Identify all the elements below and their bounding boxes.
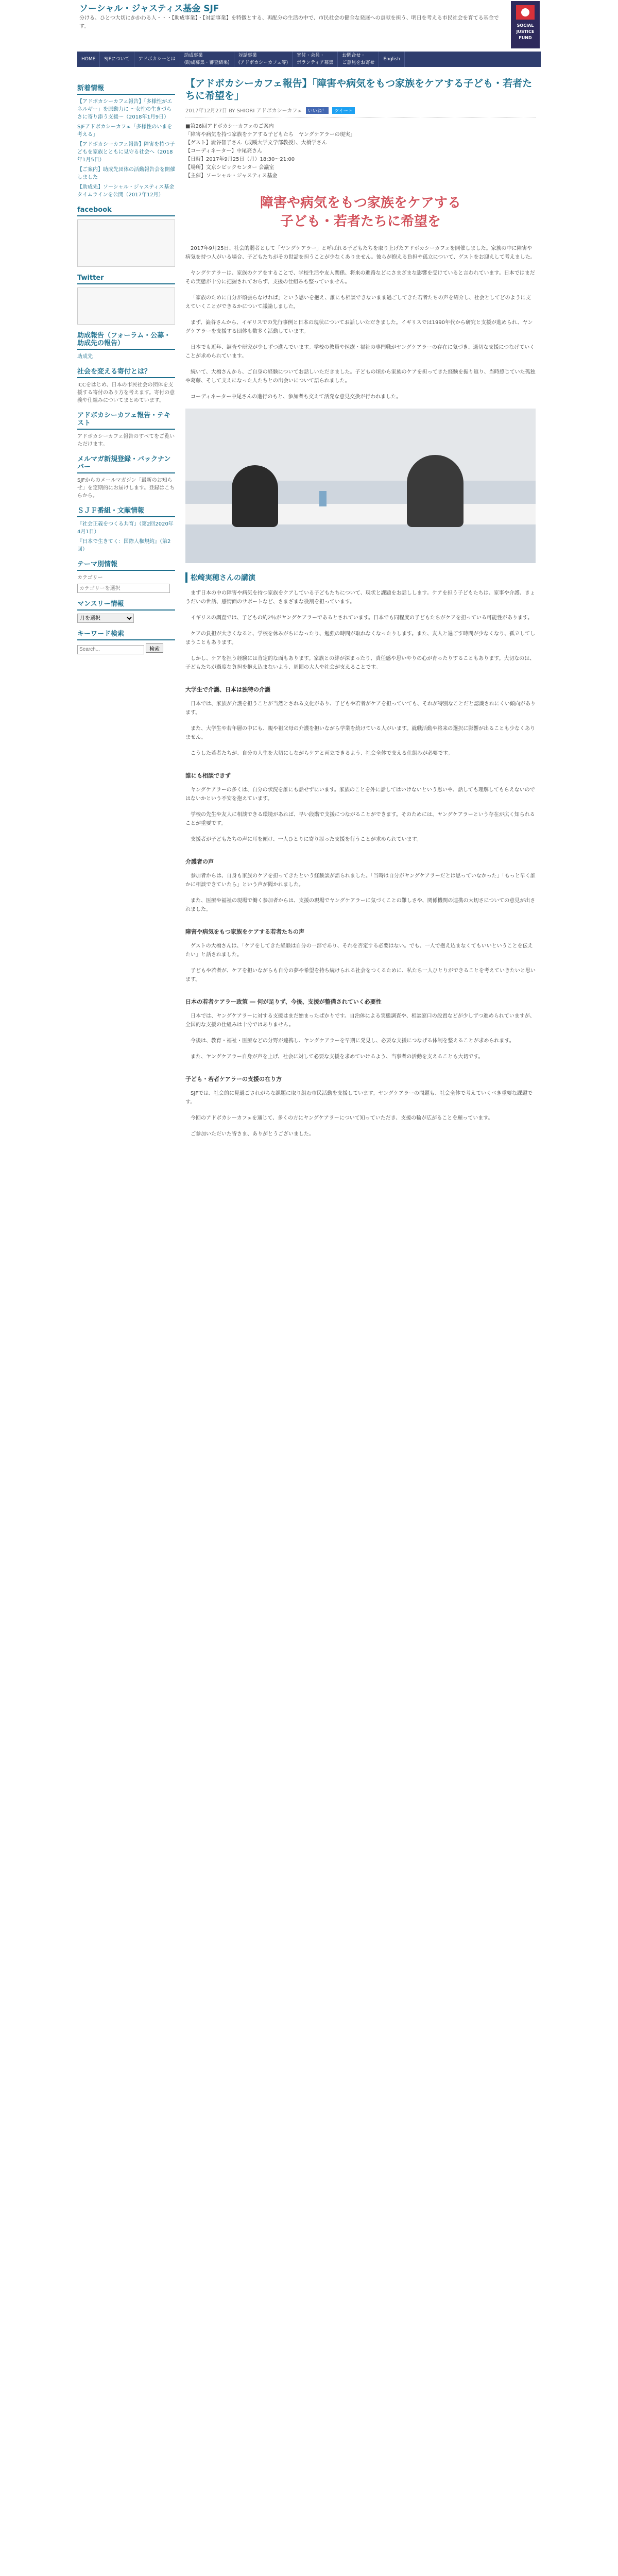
badge-line-3: FUND (519, 36, 532, 40)
forum-link[interactable]: 助成先 (77, 354, 93, 360)
monthly-heading: マンスリー情報 (77, 600, 175, 611)
event-info-line: 【主催】ソーシャル・ジャスティス基金 (185, 173, 278, 179)
section-3 (185, 872, 536, 914)
paragraph: 今後は、教育・福祉・医療などの分野が連携し、ヤングケアラーを早期に発見し、必要な支援につなげる体制を整えることが求められます。 (191, 1038, 514, 1044)
advocacy-text: アドボカシーカフェ報告のすべてをご覧いただけます。 (77, 434, 175, 447)
post-meta (185, 106, 536, 117)
forum-heading: 助成報告（フォーラム・公募・助成先の報告） (77, 332, 175, 350)
event-info (185, 123, 536, 180)
nav-item-2[interactable]: アドボカシーとは (134, 52, 180, 67)
post-date: 2017年12月27日 (185, 108, 227, 114)
site-tagline: 分ける、ひとつ大切にかかわる人・・・【助成事業】・【対話事業】を特徴とする、再配分の生活の中で、市民社会の健全な発展への貢献を担う、明日を考える市民社会を育てる基金です。 (79, 15, 499, 29)
paragraph: コーディネーター中尾さんの進行のもと、参加者も交えて活発な意見交換が行われました。 (191, 394, 402, 400)
paragraph: こうした若者たちが、自分の人生を大切にしながらケアと両立できるよう、社会全体で支える仕組みが必要です。 (191, 751, 453, 756)
section-6 (185, 1089, 536, 1139)
paragraph: 日本でも近年、調査や研究が少しずつ進んでいます。学校の教員や医療・福祉の専門職がヤングケアラーの存在に気づき、適切な支援につなげていくことが求められています。 (185, 345, 535, 359)
section-4 (185, 942, 536, 984)
event-info-line: 【日時】2017年9月25日（月）18:30〜21:00 (185, 157, 295, 162)
paragraph: 「家族のために自分が頑張らなければ」という思いを抱え、誰にも相談できないまま過ごしてきた若者たちの声を紹介し、社会としてどのように支えていくことができるかについて議論しました。 (185, 295, 531, 310)
event-info-line: 【ゲスト】澁谷智子さん（成蹊大学文学部教授）、大橋学さん (185, 140, 327, 146)
twitter-widget[interactable] (77, 287, 175, 325)
photo-person-1 (232, 465, 278, 527)
paragraph: まず、澁谷さんから、イギリスでの先行事例と日本の現状についてお話しいただきました。イギリスでは1990年代から研究と支援が進められ、ヤングケアラーを支援する団体も数多く活動しています。 (185, 320, 533, 334)
mail-text: SJFからのメールマガジン「最新のお知らせ」を定期的にお届けします。登録はこちらから。 (77, 478, 175, 499)
badge-text (512, 23, 539, 41)
news-item[interactable]: 【ご案内】助成先団体の活動報告会を開催しました (77, 167, 175, 180)
facebook-widget[interactable] (77, 219, 175, 267)
event-info-line: 【場所】文京シビックセンター 会議室 (185, 165, 274, 171)
advocacy-heading: アドボカシーカフェ報告・テキスト (77, 412, 175, 430)
badge-line-1: SOCIAL (517, 23, 534, 28)
news-item[interactable]: 【アドボカシーカフェ報告】障害を持つ子どもを家族とともに見守る社会へ（2018年1月5日） (77, 142, 175, 163)
main-content (185, 77, 536, 1146)
sjf-heading: ＳＪＦ番組・文献情報 (77, 507, 175, 517)
month-select[interactable] (77, 614, 134, 623)
section-2 (185, 786, 536, 844)
tweet-button[interactable]: ツイート (332, 107, 355, 114)
section-5-heading: 日本の若者ケアラー政策 ― 何が足りず、今後、支援が整備されていく必要性 (185, 998, 382, 1005)
nav-item-5[interactable]: 寄付・会員・ ボランティア募集 (293, 52, 338, 67)
nav-item-7[interactable]: English (379, 52, 405, 67)
main-nav (77, 52, 541, 67)
theme-heading: テーマ別情報 (77, 561, 175, 571)
paragraph: ケアの負担が大きくなると、学校を休みがちになったり、勉強の時間が取れなくなったりします。また、友人と過ごす時間が少なくなり、孤立してしまうこともあります。 (185, 631, 536, 646)
banner-line-1: 障害や病気をもつ家族をケアする (260, 195, 461, 211)
paragraph: 日本では、家族が介護を担うことが当然とされる文化があり、子どもや若者がケアを担っていても、それが特別なことだと認識されにくい傾向があります。 (185, 701, 536, 716)
post-category[interactable]: アドボカシーカフェ (256, 108, 302, 114)
paragraph: 学校の先生や友人に相談できる環境があれば、早い段階で支援につながることができます。そのためには、ヤングケアラーという存在が広く知られることが重要です。 (185, 812, 535, 826)
search-button[interactable]: 検索 (146, 643, 163, 653)
section-3-heading: 介護者の声 (185, 858, 214, 865)
article-banner (185, 194, 536, 231)
section-5 (185, 1012, 536, 1061)
section-6-heading: 子ども・若者ケアラーの支援の在り方 (185, 1076, 282, 1082)
site-header (77, 0, 541, 49)
event-info-line: ■第26回アドボカシーカフェのご案内 (185, 124, 274, 129)
photo-person-2 (407, 455, 464, 527)
category-select[interactable] (77, 584, 170, 593)
paragraph: ヤングケアラーは、家族のケアをすることで、学校生活や友人関係、将来の進路などにさまざまな影響を受けていると言われています。日本ではまだその実態が十分に把握されておらず、支援の仕組みも整っていません。 (185, 270, 535, 285)
paragraph: まず日本の中の障害や病気を持つ家族をケアしている子どもたちについて、現状と課題をお話しします。ケアを担う子どもたちは、家事や介護、きょうだいの世話、感情面のサポートなど、さまざまな役割を担っています。 (185, 590, 535, 605)
news-item[interactable]: SJFアドボカシーカフェ「多様性のいまを考える」 (77, 124, 173, 138)
intro-section (185, 244, 536, 401)
section-4-heading: 障害や病気をもつ家族をケアする若者たちの声 (185, 928, 304, 935)
post-title: 【アドボカシーカフェ報告】「障害や病気をもつ家族をケアする子ども・若者たちに希望を」 (185, 78, 533, 101)
flag-icon (516, 5, 535, 20)
banner-line-2: 子ども・若者たちに希望を (280, 214, 441, 229)
like-button[interactable]: いいね！ (306, 107, 329, 114)
society-text: ICCをはじめ、日本の市民社会の団体を支援する寄付のあり方を考えます。寄付の意義や仕組みについてまとめています。 (77, 382, 175, 403)
photo-bottle (319, 491, 327, 506)
nav-item-4[interactable]: 対話事業 (アドボカシーカフェ等) (234, 52, 293, 67)
paragraph: SJFでは、社会的に見過ごされがちな課題に取り組む市民活動を支援しています。ヤングケアラーの問題も、社会全体で考えていくべき重要な課題です。 (185, 1091, 533, 1105)
paragraph: 支援者が子どもたちの声に耳を傾け、一人ひとりに寄り添った支援を行うことが求められています。 (191, 837, 422, 842)
theme-label: カテゴリー (77, 575, 103, 581)
facebook-heading: facebook (77, 206, 175, 216)
paragraph: また、大学生や若年層の中にも、親や祖父母の介護を担いながら学業を続けている人がいます。就職活動や将来の選択に影響が出ることも少なくありません。 (185, 726, 536, 740)
event-photo (185, 409, 536, 563)
paragraph: 日本では、ヤングケアラーに対する支援はまだ始まったばかりです。自治体による実態調査や、相談窓口の設置などが少しずつ進められていますが、全国的な支援の仕組みは十分ではありません。 (185, 1013, 535, 1028)
news-list (77, 98, 175, 199)
paragraph: また、ヤングケアラー自身が声を上げ、社会に対して必要な支援を求めていけるよう、当事者の活動を支えることも大切です。 (191, 1054, 484, 1060)
paragraph: ヤングケアラーの多くは、自分の状況を誰にも話せずにいます。家族のことを外に話してはいけないという思いや、話しても理解してもらえないのではないかという不安を抱えています。 (185, 787, 535, 802)
nav-item-1[interactable]: SJFについて (100, 52, 134, 67)
nav-item-0[interactable]: HOME (77, 52, 100, 67)
sidebar (77, 77, 175, 654)
paragraph: 参加者からは、自身も家族のケアを担ってきたという経験談が語られました。「当時は自分がヤングケアラーだとは思っていなかった」「もっと早く誰かに相談できていたら」という声が聞かれました。 (185, 873, 536, 888)
search-input[interactable] (77, 645, 144, 654)
nav-item-6[interactable]: お問合せ・ ご意見をお寄せ (338, 52, 379, 67)
paragraph: 子どもや若者が、ケアを担いながらも自分の夢や希望を持ち続けられる社会をつくるために、私たち一人ひとりができることを考えていきたいと思います。 (185, 968, 536, 982)
section-1 (185, 700, 536, 758)
paragraph: イギリスの調査では、子どもの約2％がヤングケアラーであるとされています。日本でも同程度の子どもたちがケアを担っている可能性があります。 (191, 615, 533, 621)
photo-wall (185, 409, 536, 481)
sjf-item-1[interactable]: 『社会正義をつくる共育』（第2回2020年4月1日） (77, 521, 174, 535)
paragraph: ゲストの大橋さんは、「ケアをしてきた経験は自分の一部であり、それを否定する必要はない。でも、一人で抱え込まなくてもいいということを伝えたい」と話されました。 (185, 943, 533, 958)
sjf-item-2[interactable]: 『日本で生きてく：国際人権規約』（第2回） (77, 539, 171, 552)
speaker-section (185, 589, 536, 672)
news-item[interactable]: 【アドボカシーカフェ報告】「多様性がエネルギー」を原動力に 〜女性の生きづらさに寄り添う支援〜（2018年1月9日） (77, 99, 173, 120)
keyword-heading: キーワード検索 (77, 630, 175, 640)
event-info-line: 【コーディネーター】中尾亮さん (185, 148, 263, 154)
badge-line-2: JUSTICE (516, 29, 535, 34)
nav-item-3[interactable]: 助成事業 (助成募集・審査結果) (180, 52, 234, 67)
paragraph: 続いて、大橋さんから、ご自身の経験についてお話しいただきました。子どもの頃から家族のケアを担ってきた経験を振り返り、当時感じていた孤独や葛藤、そして支えになった人たちとの出会いについて語られました。 (185, 369, 536, 384)
paragraph: ご参加いただいた皆さま、ありがとうございました。 (191, 1131, 314, 1137)
twitter-heading: Twitter (77, 274, 175, 284)
event-info-line: 「障害や病気を持つ家族をケアする子どもたち ヤングケアラーの現実」 (185, 132, 355, 138)
speaker-heading: 松崎実穂さんの講演 (185, 572, 536, 583)
mail-heading: メルマガ新規登録・バックナンバー (77, 455, 175, 473)
paragraph: 今回のアドボカシーカフェを通じて、多くの方にヤングケアラーについて知っていただき、支援の輪が広がることを願っています。 (191, 1115, 493, 1121)
section-2-heading: 誰にも相談できず (185, 772, 231, 779)
paragraph: また、医療や福祉の現場で働く参加者からは、支援の現場でヤングケアラーに気づくことの難しさや、関係機関の連携の大切さについての意見が出されました。 (185, 898, 536, 912)
sjf-badge-logo[interactable] (511, 1, 540, 48)
post-author[interactable]: BY SHIORI (229, 108, 255, 114)
paragraph: 2017年9月25日、社会的弱者として「ヤングケアラー」と呼ばれる子どもたちを取り上げたアドボカシーカフェを開催しました。家族の中に障害や病気を持つ人がいる場合、子どもたちがその世話を担うことが少なくありません。彼らが抱える負担や孤立について、ゲストをお迎えして考えました。 (185, 246, 536, 260)
paragraph: しかし、ケアを担う経験には肯定的な面もあります。家族との絆が深まったり、責任感や思いやりの心が育ったりすることもあります。大切なのは、子どもたちが過度な負担を抱え込まないよう、周囲の大人や社会が支えることです。 (185, 656, 535, 670)
society-heading: 社会を変える寄付とは？ (77, 368, 175, 378)
site-logo[interactable]: ソーシャル・ジャスティス基金 SJF (79, 4, 219, 14)
news-heading: 新着情報 (77, 84, 175, 95)
news-item[interactable]: 【助成先】ソーシャル・ジャスティス基金タイムラインを公開（2017年12月） (77, 184, 175, 198)
section-1-heading: 大学生で介護、日本は独特の介護 (185, 686, 270, 693)
